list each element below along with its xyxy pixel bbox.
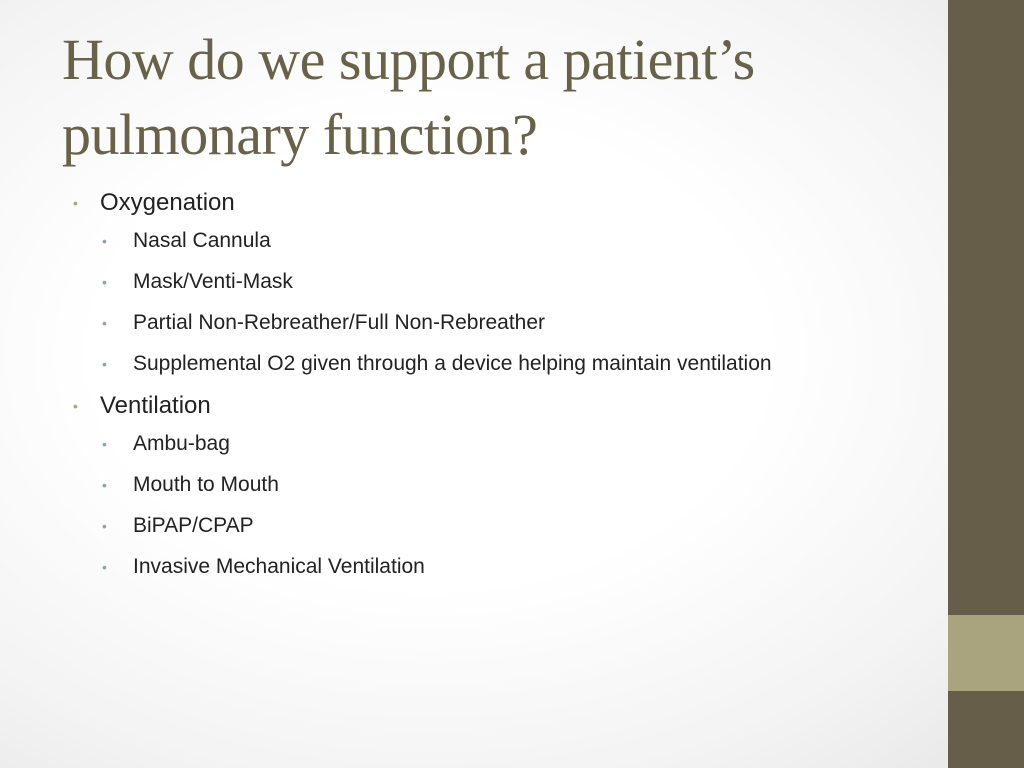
bullet-icon: • bbox=[73, 398, 78, 414]
sub-bullet-item bbox=[100, 468, 832, 502]
bullet-icon: • bbox=[102, 518, 107, 534]
sub-bullet-item bbox=[100, 265, 832, 299]
slide-title: How do we support a patient’s pulmonary function? bbox=[62, 27, 755, 167]
bullet-label: Oxygenation bbox=[100, 189, 235, 216]
sub-bullet-item bbox=[100, 550, 832, 584]
bullet-icon: • bbox=[73, 195, 78, 211]
sub-bullet-item bbox=[100, 224, 832, 258]
sub-bullet-label: Invasive Mechanical Ventilation bbox=[133, 555, 425, 578]
decorative-side-accent bbox=[948, 615, 1024, 691]
bullet-ventilation bbox=[72, 389, 832, 584]
sub-bullet-label: Mouth to Mouth bbox=[133, 473, 279, 496]
sub-bullet-item bbox=[100, 306, 832, 340]
sub-bullet-label: BiPAP/CPAP bbox=[133, 514, 254, 537]
bullet-icon: • bbox=[102, 315, 107, 331]
sub-bullet-item bbox=[100, 509, 832, 543]
sub-list-oxygenation bbox=[100, 224, 832, 381]
sub-bullet-label: Ambu-bag bbox=[133, 432, 230, 455]
sub-list-ventilation bbox=[100, 427, 832, 584]
bullet-label: Ventilation bbox=[100, 392, 211, 419]
sub-bullet-label: Partial Non-Rebreather/Full Non-Rebreather bbox=[133, 311, 546, 334]
bullet-icon: • bbox=[102, 436, 107, 452]
bullet-oxygenation bbox=[72, 186, 832, 381]
sub-bullet-label: Supplemental O2 given through a device helping maintain ventilation bbox=[133, 352, 772, 375]
sub-bullet-label: Mask/Venti-Mask bbox=[133, 270, 293, 293]
sub-bullet-item bbox=[100, 347, 832, 381]
bullet-list bbox=[72, 186, 832, 592]
bullet-icon: • bbox=[102, 559, 107, 575]
bullet-icon: • bbox=[102, 274, 107, 290]
bullet-icon: • bbox=[102, 356, 107, 372]
bullet-icon: • bbox=[102, 477, 107, 493]
sub-bullet-item bbox=[100, 427, 832, 461]
bullet-icon: • bbox=[102, 233, 107, 249]
sub-bullet-label: Nasal Cannula bbox=[133, 229, 271, 252]
